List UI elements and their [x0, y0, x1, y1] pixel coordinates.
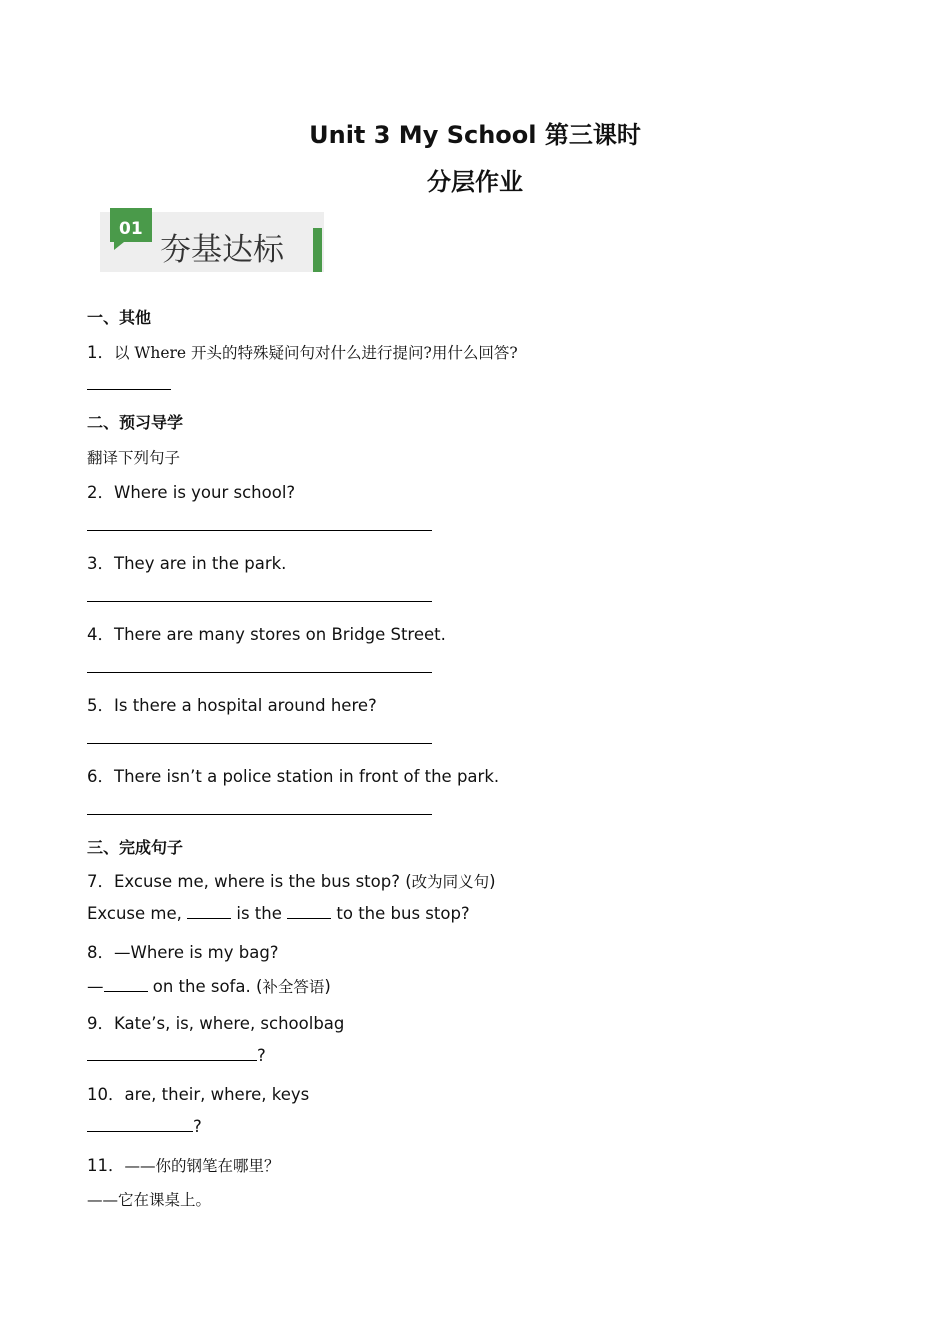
question-mark: ?: [257, 1046, 266, 1065]
question-number: 9．: [87, 1014, 114, 1033]
blank-field[interactable]: [104, 977, 148, 992]
blank-field[interactable]: [287, 904, 331, 919]
question-7: [87, 868, 496, 892]
question-1: [87, 339, 518, 363]
question-number: 2．: [87, 483, 114, 502]
question-text: There are many stores on Bridge Street.: [114, 625, 446, 644]
question-number: 11．: [87, 1156, 125, 1175]
question-8: [87, 939, 279, 963]
question-5: [87, 692, 377, 716]
answer-dash: —: [87, 977, 104, 996]
question-number: 6．: [87, 767, 114, 786]
page-subtitle: 分层作业: [427, 168, 523, 196]
question-text: Where is your school?: [114, 483, 296, 502]
answer-line[interactable]: [87, 601, 432, 602]
question-10: [87, 1081, 309, 1105]
question-text: are, their, where, keys: [124, 1085, 310, 1104]
section-heading-other: 一、其他: [87, 308, 152, 327]
answer-text: Excuse me,: [87, 904, 188, 923]
blank-field[interactable]: [187, 904, 231, 919]
blank-field[interactable]: [87, 1117, 193, 1132]
question-7-answer: [87, 904, 470, 923]
badge-label: 夯基达标: [160, 232, 284, 268]
answer-line[interactable]: [87, 672, 432, 673]
question-text: 开头的特殊疑问句对什么进行提问?用什么回答?: [191, 344, 518, 362]
question-number: 10．: [87, 1085, 125, 1104]
question-3: [87, 550, 286, 574]
section-heading-complete: 三、完成句子: [87, 838, 184, 857]
answer-text: on the sofa. (: [147, 977, 263, 996]
blank-field[interactable]: [87, 1046, 257, 1061]
question-2: [87, 479, 295, 503]
question-note: 补全答语: [262, 978, 325, 996]
section-heading-preview: 二、预习导学: [87, 413, 184, 432]
badge-number: 01: [119, 219, 143, 239]
question-6: [87, 763, 499, 787]
answer-text: is the: [231, 904, 288, 923]
question-text: Excuse me, where is the bus stop? (: [114, 872, 412, 891]
question-9-answer: [87, 1046, 266, 1065]
question-number: 4．: [87, 625, 114, 644]
answer-line[interactable]: [87, 814, 432, 815]
question-prefix: 以 Where: [114, 344, 192, 362]
question-text: There isn’t a police station in front of the park.: [114, 767, 500, 786]
question-number: 5．: [87, 696, 114, 715]
question-11: [87, 1152, 280, 1176]
question-8-answer: [87, 975, 331, 997]
page-title: Unit 3 My School 第三课时: [309, 121, 641, 149]
question-number: 7．: [87, 872, 114, 891]
question-11-answer: ——它在课桌上。: [87, 1191, 212, 1209]
question-mark: ?: [193, 1117, 202, 1136]
question-9: [87, 1010, 344, 1034]
question-text: They are in the park.: [114, 554, 287, 573]
answer-line[interactable]: [87, 743, 432, 744]
paren-close: ): [324, 977, 331, 996]
instruction-text: 翻译下列句子: [87, 449, 181, 467]
paren-close: ): [489, 872, 496, 891]
question-number: 3．: [87, 554, 114, 573]
question-number: 1．: [87, 343, 114, 362]
question-text: Is there a hospital around here?: [114, 696, 377, 715]
question-10-answer: [87, 1117, 202, 1136]
question-text: Kate’s, is, where, schoolbag: [114, 1014, 345, 1033]
question-note: 改为同义句: [411, 873, 490, 891]
question-text: —Where is my bag?: [114, 943, 279, 962]
answer-line[interactable]: [87, 530, 432, 531]
answer-line[interactable]: [87, 389, 171, 390]
answer-text: to the bus stop?: [331, 904, 470, 923]
question-4: [87, 621, 446, 645]
question-number: 8．: [87, 943, 114, 962]
section-badge: [100, 208, 324, 272]
question-text: ——你的钢笔在哪里？: [124, 1157, 280, 1175]
